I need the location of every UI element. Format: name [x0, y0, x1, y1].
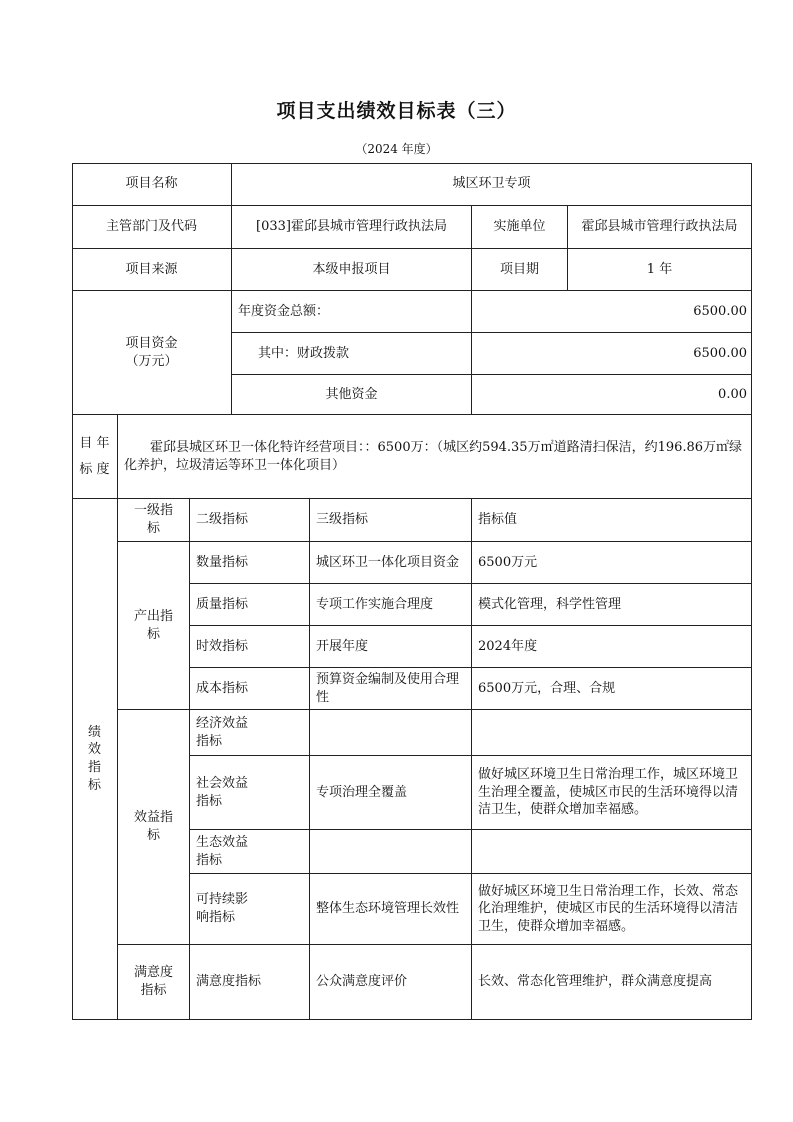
benefit-value: 做好城区环境卫生日常治理工作，长效、常态化治理维护，使城区市民的生活环境得以清洁卫生，使群众增加幸福感。: [472, 874, 752, 945]
output-value: 6500万元: [472, 542, 752, 584]
page-title: 项目支出绩效目标表（三）: [276, 100, 517, 122]
output-value: 模式化管理，科学性管理: [472, 584, 752, 626]
funds-label: [72, 291, 232, 415]
benefit-value: 做好城区环境卫生日常治理工作，城区环境卫生治理全覆盖，使城区市民的生活环境得以清洁卫生，使群众增加幸福感。: [472, 756, 752, 830]
group-char: 绩: [87, 724, 101, 740]
benefit-indicators-label: 效益指标: [118, 710, 190, 945]
fiscal-funds-label: 其中：财政拨款: [232, 333, 472, 375]
output-value: 2024年度: [472, 626, 752, 668]
output-l2: 质量指标: [190, 584, 310, 626]
total-funds-value: 6500.00: [472, 291, 752, 333]
other-funds-value: 0.00: [472, 375, 752, 415]
output-value: 6500万元，合理、合规: [472, 668, 752, 710]
goal-label-a: 目 年: [79, 435, 110, 451]
indicators-group-label: [72, 499, 118, 1020]
goal-label: [72, 415, 118, 499]
satisfaction-l3: 公众满意度评价: [310, 945, 472, 1020]
benefit-l2: 经济效益指标: [190, 710, 310, 756]
total-funds-label: 年度资金总额：: [232, 291, 472, 333]
benefit-value: [472, 830, 752, 874]
group-char: 指: [87, 760, 101, 775]
header-value: 指标值: [472, 499, 752, 542]
goal-label-b: 标 度: [79, 461, 110, 477]
period-value: 1 年: [568, 249, 752, 291]
benefit-l3: [310, 830, 472, 874]
project-name-value: 城区环卫专项: [232, 163, 752, 206]
benefit-l2: 社会效益指标: [190, 756, 310, 830]
impl-unit-label: 实施单位: [472, 206, 568, 249]
output-l3: 城区环卫一体化项目资金: [310, 542, 472, 584]
benefit-value: [472, 710, 752, 756]
benefit-l3: 专项治理全覆盖: [310, 756, 472, 830]
benefit-l3: 整体生态环境管理长效性: [310, 874, 472, 945]
output-l3: 专项工作实施合理度: [310, 584, 472, 626]
header-level2: 二级指标: [190, 499, 310, 542]
other-funds-label: 其他资金: [232, 375, 472, 415]
output-l2: 时效指标: [190, 626, 310, 668]
project-name-label: 项目名称: [72, 163, 232, 206]
period-label: 项目期: [472, 249, 568, 291]
header-level1: 一级指标: [118, 499, 190, 542]
fiscal-funds-value: 6500.00: [472, 333, 752, 375]
group-char: 标: [87, 777, 101, 793]
group-char: 效: [87, 742, 101, 758]
output-l2: 成本指标: [190, 668, 310, 710]
satisfaction-value: 长效、常态化管理维护，群众满意度提高: [472, 945, 752, 1020]
source-label: 项目来源: [72, 249, 232, 291]
goal-text: 霍邱县城区环卫一体化特许经营项目：：6500万：（城区约594.35万㎡道路清扫保洁，约196.86万㎡绿化养护，垃圾清运等环卫一体化项目）: [118, 415, 752, 499]
funds-unit: （万元）: [125, 353, 178, 369]
dept-label: 主管部门及代码: [72, 206, 232, 249]
fiscal-year: （2024 年度）: [355, 142, 438, 156]
funds-label-text: 项目资金: [125, 335, 178, 351]
output-indicators-label: 产出指标: [118, 542, 190, 710]
output-l3: 预算资金编制及使用合理性: [310, 668, 472, 710]
benefit-l3: [310, 710, 472, 756]
satisfaction-l2: 满意度指标: [190, 945, 310, 1020]
impl-unit-value: 霍邱县城市管理行政执法局: [568, 206, 752, 249]
header-level3: 三级指标: [310, 499, 472, 542]
satisfaction-label: 满意度指标: [118, 945, 190, 1020]
benefit-l2: 可持续影响指标: [190, 874, 310, 945]
benefit-l2: 生态效益指标: [190, 830, 310, 874]
source-value: 本级申报项目: [232, 249, 472, 291]
output-l2: 数量指标: [190, 542, 310, 584]
dept-value: [033]霍邱县城市管理行政执法局: [232, 206, 472, 249]
output-l3: 开展年度: [310, 626, 472, 668]
